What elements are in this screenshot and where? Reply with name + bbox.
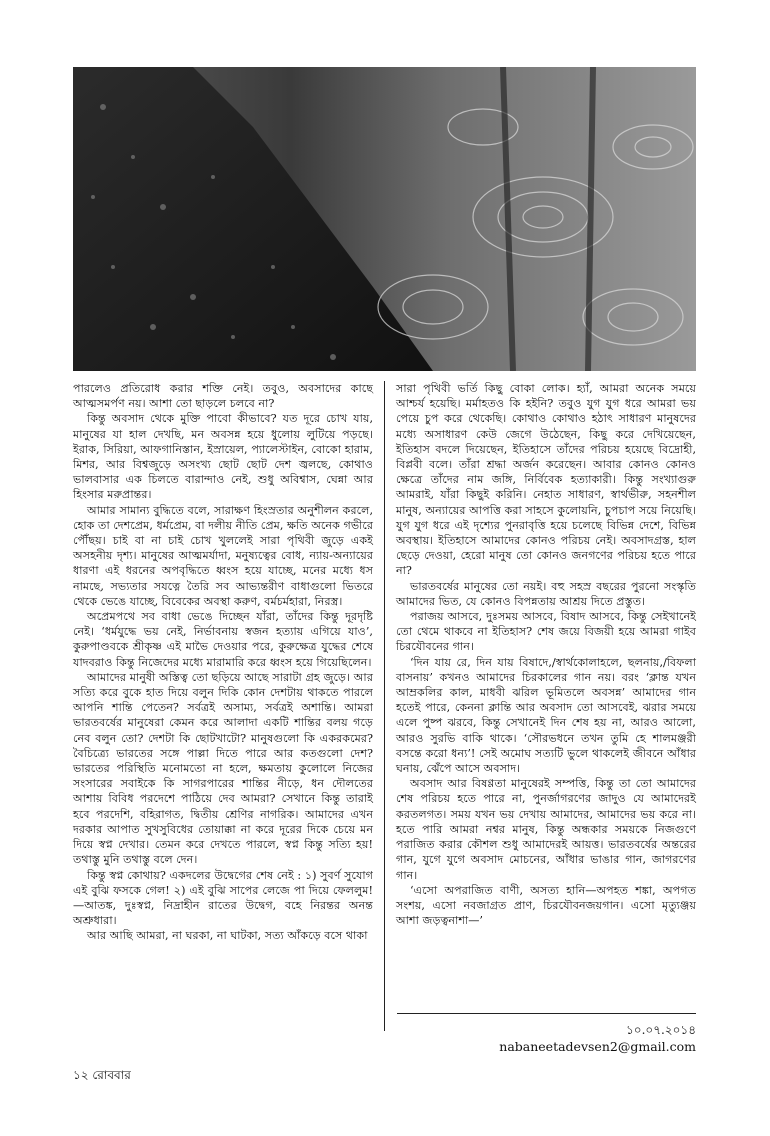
- article-right-column: [396, 381, 696, 928]
- author-email[interactable]: nabaneetadevsen2@gmail.com: [499, 1039, 696, 1054]
- paragraph: আমার সামান্য বুদ্ধিতে বলে, সারাক্ষণ হিংস্রতার অনুশীলন করলে, হোক তা দেশপ্রেম, ধর্মপ্রেম, বা দলীয় নীতি প্রেম, ক্ষতি অনেক গভীরে পৌঁছয়। চাই বা না চাই চোখ খুললেই সারা পৃথিবী জুড়ে একই অসহনীয় দৃশ্য। মানুষের আত্মমর্যাদা, মনুষ্যত্বের বোধ, ন্যায়-অন্যায়ের ধারণা এই ধরনের অপবৃদ্ধিতে ধ্বংস হয়ে যাচ্ছে, মনের মধ্যে ধস নামছে, সভ্যতার সযত্নে তৈরি সব আভ্যন্তরীণ বাধাগুলো ভিতরে থেকে ভেঙে যাচ্ছে, বিবেকের অবস্থা করুণ, বর্মচর্মহারা, নিরস্ত্র।: [73, 503, 373, 608]
- paragraph: অপ্রেমপথে সব বাধা ভেঙে দিচ্ছেন যাঁরা, তাঁদের কিন্তু দূরদৃষ্টি নেই। ‘ধর্মযুদ্ধে ভয় নেই, নির্ভাবনায় স্বজন হত্যায় এগিয়ে যাও’, কুরুপাণ্ডবকে শ্রীকৃষ্ণ এই মাভৈ দেওয়ার পরে, কুরুক্ষেত্র যুদ্ধের শেষে যাদবরাও কিন্তু নিজেদের মধ্যে মারামারি করে ধ্বংস হয়ে গিয়েছিলেন।: [73, 610, 373, 669]
- paragraph: কিন্তু স্বপ্ন কোথায়? একদলের উদ্বেগের শেষ নেই : ১) সুবর্ণ সুযোগ এই বুঝি ফসকে গেল! ২) এই বুঝি সাপের লেজে পা দিয়ে ফেললুম!—আতঙ্ক, দুঃস্বপ্ন, নিদ্রাহীন রাতের উদ্বেগ, বহে নিরন্তর অনন্ত অশ্রুধারা।: [73, 868, 373, 928]
- paragraph: পারলেও প্রতিরোধ করার শক্তি নেই। তবুও, অবসাদের কাছে আত্মসমর্পণ নয়। আশা তো ছাড়লে চলবে না?: [73, 382, 373, 411]
- rain-puddle-photo: [73, 67, 696, 371]
- paragraph: পরাজয় আসবে, দুঃসময় আসবে, বিষাদ আসবে, কিন্তু সেইখানেই তো থেমে থাকবে না ইতিহাস? শেষ জয়ে বিজয়ী হয়ে আমরা গাইব চিরযৌবনের গান।: [396, 610, 696, 654]
- signoff-divider: [397, 1013, 696, 1014]
- paragraph: আমাদের মানুষী অস্তিত্ব তো ছড়িয়ে আছে সারাটা গ্রহ জুড়ে। আর সত্যি করে বুকে হাত দিয়ে বলুন দিকি কোন দেশটায় থাকতে পারলে আপনি শান্তি পেতেন? সর্বত্রই অসাম্য, সর্বত্রই অশান্তি। আমরা ভারতবর্ষের মানুষেরা কেমন করে আলাদা একটি শান্তির বলয় গড়ে নেব বলুন তো? দেশটা কি ছোটখাটো? মানুষগুলো কি একরকমের? বৈচিত্র্যে ভারতের সঙ্গে পাল্লা দিতে পারে আর কতগুলো দেশ? ভারতের পরিস্থিতি মনোমতো না হলে, ক্ষমতায় কুলোলে নিজের সংসারের সবাইকে কি সাগরপারের শান্তির নীড়ে, ধন দৌলতের আশায় বিবিধ পরদেশে পাঠিয়ে দেব আমরা? সেখানে কিন্তু তারাই হবে পরদেশি, বহিরাগত, দ্বিতীয় শ্রেণির নাগরিক। আমাদের এখন দরকার আপাত সুখসুবিধের তোয়াক্কা না করে দূরের দিকে চেয়ে মন দিয়ে স্বপ্ন দেখার। তেমন করে দেখতে পারলে, স্বপ্ন কিন্তু সত্যি হয়! তথাস্তু মুনি তথাস্তু বলে দেন।: [73, 670, 373, 867]
- paragraph: ‘এসো অপরাজিত বাণী, অসত্য হানি—অপহত শঙ্কা, অপগত সংশয়, এসো নবজাগ্রত প্রাণ, চিরযৌবনজয়গান। এসো মৃত্যুঞ্জয় আশা জড়ত্বনাশা—’: [396, 883, 696, 928]
- paragraph: কিন্তু অবসাদ থেকে মুক্তি পাবো কীভাবে? যত দূরে চোখ যায়, মানুষের যা হাল দেখছি, মন অবসন্ন হয়ে ধুলোয় লুটিয়ে পড়ছে। ইরাক, সিরিয়া, আফগানিস্তান, ইস্রায়েল, প্যালেস্টাইন, বোকো হারাম, মিশর, আর বিশ্বজুড়ে অসংখ্য ছোট ছোট দেশ জ্বলছে, কোথাও ভালবাসার এক চিলতে বারান্দাও নেই, শুধু অবিশ্বাস, ঘেন্না আর হিংসার মরুপ্রান্তর।: [73, 412, 373, 502]
- paragraph: আর আছি আমরা, না ঘরকা, না ঘাটকা, সত্য আঁকড়ে বসে থাকা: [87, 929, 368, 943]
- paragraph: ভারতবর্ষের মানুষের তো নয়ই। বহু সহস্র বছরের পুরনো সংস্কৃতি আমাদের ভিত, যে কোনও বিপন্নতায় আশ্রয় দিতে প্রস্তুত।: [396, 579, 696, 608]
- article-left-column: [73, 381, 373, 944]
- paragraph: সারা পৃথিবী ভর্তি কিছু বোকা লোক। হ্যাঁ, আমরা অনেক সময়ে আশ্চর্য হয়েছি। মর্মাহতও কি হইনি? তবুও যুগ যুগ ধরে আমরা ভয় পেয়ে চুপ করে থেকেছি। কোথাও কোথাও হঠাৎ সাধারণ মানুষদের মধ্যে অসাধারণ কেউ জেগে উঠেছেন, কিছু করে দেখিয়েছেন, ইতিহাস বদলে দিয়েছেন, ইতিহাসে তাঁদের পরিচয় হয়েছে বিদ্রোহী, বিপ্লবী বলে। তাঁরা শ্রদ্ধা অর্জন করেছেন। আবার কোনও কোনও ক্ষেত্রে তাঁদের নাম জঙ্গি, নির্বিবেক হত্যাকারী। কিন্তু সংখ্যাগুরু আমরাই, যাঁরা কিছুই করিনি। নেহাত সাধারণ, স্বার্থভীরু, সহনশীল মানুষ, অন্যায়ের আপত্তি করা সাহসে কুলোয়নি, চুপচাপ সয়ে নিয়েছি। যুগ যুগ ধরে এই দৃশ্যের পুনরাবৃত্তি হয়ে চলেছে বিভিন্ন দেশে, বিভিন্ন অবস্থায়। ইতিহাসে আমাদের কোনও পরিচয় নেই। অবসাদগ্রস্ত, হাল ছেড়ে দেওয়া, হেরো মানুষ তো কোনও জনগণের পরিচয় হতে পারে না?: [396, 382, 696, 578]
- paragraph: অবসাদ আর বিষণ্ণতা মানুষেরই সম্পত্তি, কিন্তু তা তো আমাদের শেষ পরিচয় হতে পারে না, পুনর্জাগরণের জাদুও যে আমাদেরই করতলগত। সময় যখন ভয় দেখায় আমাদের, আমাদের ভয় করে না। হতে পারি আমরা নশ্বর মানুষ, কিন্তু অন্ধকার সময়কে নিজগুণে পরাজিত করার কৌশল শুধু আমাদেরই আয়ত্ত। ভারতবর্ষের অন্তরের গান, যুগে যুগে অবসাদ মোচনের, আঁধার ভাঙার গান, জাগরণের গান।: [396, 777, 696, 882]
- signoff-date: ১০.০৭.২০১৪: [625, 1023, 696, 1037]
- column-divider: [384, 381, 385, 1031]
- page-footer: ১২ রোববার: [73, 1068, 131, 1082]
- paragraph: ‘দিন যায় রে, দিন যায় বিষাদে,/স্বার্থকোলাহলে, ছলনায়,/বিফলা বাসনায়’ কখনও আমাদের চিরকালের গান নয়। বরং ‘ক্লান্ত যখন আম্রকলির কাল, মাধবী ঝরিল ভূমিতলে অবসন্ন’ আমাদের গান হতেই পারে, কেননা ক্লান্তি আর অবসাদ তো আসবেই, ঝরার সময়ে এলে পুষ্প ঝরবে, কিন্তু সেখানেই দিন শেষ হয় না, আরও আলো, আরও সুরভি বাকি থাকে। ‘সৌরভধনে তখন তুমি হে শালমঞ্জরী বসন্তে করো ধন্য’! সেই অমোঘ সত্যটি ভুলে থাকলেই জীবনে আঁধার ঘনায়, ঝেঁপে আসে অবসাদ।: [396, 655, 696, 776]
